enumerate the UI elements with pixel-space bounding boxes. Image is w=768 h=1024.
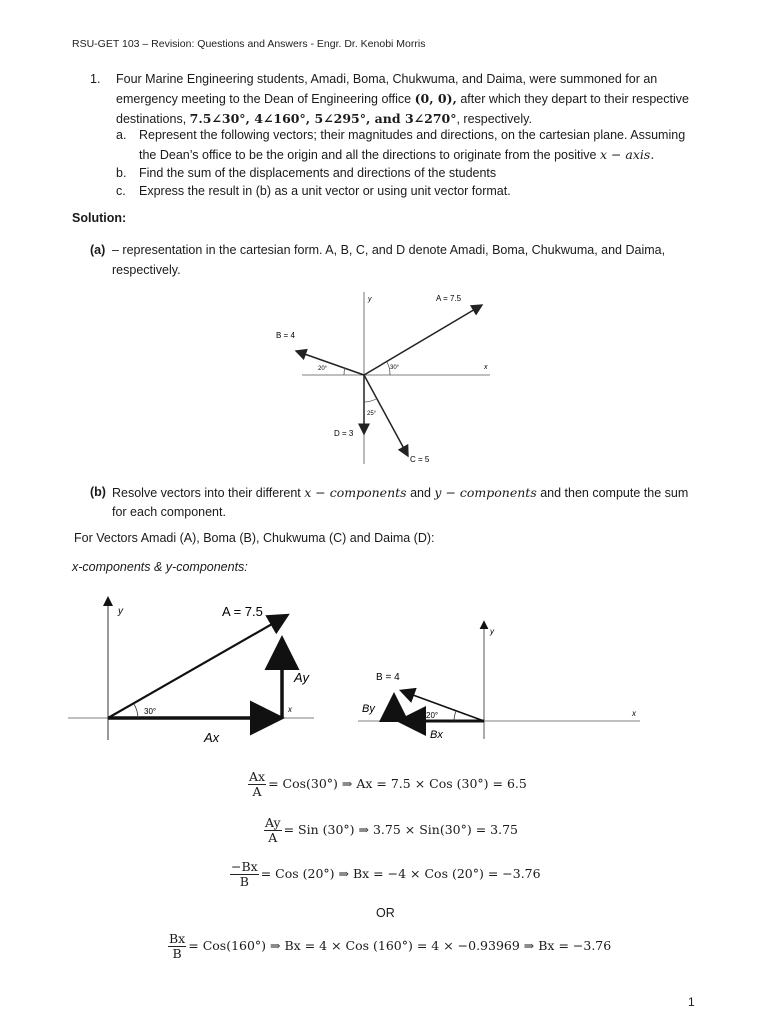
question-1 (90, 70, 710, 130)
equation-rhs: = Cos (20°) ⇒ Bx = −4 × Cos (20°) = −3.76 (260, 866, 541, 881)
question-line-1: Four Marine Engineering students, Amadi, Boma, Chukwuma, and Daima, were summoned for an (116, 72, 658, 86)
label-b: B = 4 (376, 672, 400, 683)
vector-b (296, 351, 364, 375)
equation-1 (248, 770, 527, 799)
or-separator: OR (376, 906, 395, 920)
label-d: D = 3 (334, 429, 354, 438)
x-components-term: x − components (304, 485, 407, 500)
numerator: Ax (249, 769, 266, 784)
angle-c: 25° (367, 411, 377, 417)
and-word: and (410, 486, 431, 500)
fraction (168, 932, 186, 961)
label-ax: Ax (204, 730, 220, 745)
equation-3 (230, 860, 541, 889)
label-ay: Ay (294, 670, 310, 685)
part-a (90, 240, 710, 280)
question-line-2b: after which they depart to their respective (460, 92, 689, 106)
vector-a (108, 616, 286, 718)
equation-2 (264, 816, 518, 845)
angle-b: 20° (318, 366, 328, 372)
a-components-diagram (66, 590, 316, 750)
vector-list: 7.5∠30°, 4∠160°, 5∠295°, and 3∠270° (189, 111, 457, 126)
numerator: Bx (169, 931, 186, 946)
part-b-label: (b) (90, 485, 106, 499)
vector-diagram (270, 284, 510, 474)
label-a: A = 7.5 (436, 294, 462, 303)
equation-rhs: = Cos(30°) ⇒ Ax = 7.5 × Cos (30°) = 6.5 (268, 776, 527, 791)
angle-a: 30° (390, 365, 400, 371)
label-bx: Bx (430, 729, 443, 741)
x-axis-label: x (632, 709, 636, 718)
angle-label: 20° (426, 711, 439, 720)
label-c: C = 5 (410, 455, 430, 464)
denominator: A (268, 830, 278, 845)
vector-a (364, 305, 482, 375)
sub-question-c (116, 182, 716, 201)
x-axis-label: x (288, 705, 292, 714)
question-line-2 (116, 89, 710, 109)
label-by: By (362, 703, 375, 715)
denominator: B (239, 874, 249, 889)
sub-text: Express the result in (b) as a unit vector or using unit vector format. (139, 184, 511, 198)
sub-letter: b. (116, 166, 127, 180)
numerator: Ay (265, 815, 281, 830)
numerator: −Bx (231, 859, 258, 874)
part-a-label: (a) (90, 243, 106, 257)
solution-heading: Solution: (72, 211, 127, 225)
fraction (264, 816, 282, 845)
question-text (116, 70, 710, 129)
page-header: RSU-GET 103 – Revision: Questions and Answers - Engr. Dr. Kenobi Morris (72, 38, 426, 50)
fraction (248, 770, 266, 799)
vectors-intro: For Vectors Amadi (A), Boma (B), Chukwuma (C) and Daima (D): (74, 531, 435, 545)
question-number: 1. (90, 72, 101, 86)
angle-label: 30° (144, 707, 157, 716)
x-axis-label: x (484, 364, 488, 371)
x-axis-term: x − axis. (599, 147, 655, 162)
part-a-text: – representation in the cartesian form. A, B, C, and D denote Amadi, Boma, Chukwuma, and Daima, respectively. (112, 243, 666, 277)
question-line-3b: , respectively. (456, 112, 532, 126)
y-components-term: y − components (434, 485, 537, 500)
part-b-text (112, 483, 712, 522)
vector-b (402, 691, 484, 721)
sub-text: Find the sum of the displacements and directions of the students (139, 166, 497, 180)
sub-question-b (116, 164, 716, 183)
label-a: A = 7.5 (222, 604, 263, 619)
question-line-2a: emergency meeting to the Dean of Engineering office (116, 92, 412, 106)
y-axis-label: y (368, 296, 372, 303)
components-heading: x-components & y-components: (72, 560, 248, 574)
y-axis-label: y (490, 627, 494, 636)
part-b-text-2: and then compute the sum (540, 486, 689, 500)
equation-rhs: = Cos(160°) ⇒ Bx = 4 × Cos (160°) = 4 × −0.93969 ⇒ Bx = −3.76 (188, 938, 612, 953)
part-b-line-2: for each component. (112, 505, 226, 519)
b-components-diagram (356, 614, 646, 744)
equation-4 (168, 932, 611, 961)
sub-letter: c. (116, 184, 126, 198)
sub-text (139, 126, 719, 165)
sub-a-line-2-text: the Dean’s office to be the origin and all the directions to originate from the positive (139, 148, 597, 162)
part-b-text-1: Resolve vectors into their different (112, 486, 301, 500)
question-line-3a: destinations, (116, 112, 187, 126)
denominator: A (252, 784, 262, 799)
y-axis-label: y (118, 606, 123, 617)
sub-a-line-2 (139, 145, 719, 165)
sub-question-a (116, 126, 716, 164)
part-b (90, 483, 710, 523)
part-b-line-1 (112, 483, 712, 503)
sub-letter: a. (116, 128, 127, 142)
label-b: B = 4 (276, 331, 295, 340)
equation-rhs: = Sin (30°) ⇒ 3.75 × Sin(30°) = 3.75 (283, 822, 518, 837)
sub-a-line-1: Represent the following vectors; their magnitudes and directions, on the cartesian plane. Assuming (139, 128, 686, 142)
page-number: 1 (688, 995, 695, 1009)
origin-coordinates: (0, 0), (414, 91, 457, 106)
fraction (230, 860, 259, 889)
denominator: B (172, 946, 182, 961)
